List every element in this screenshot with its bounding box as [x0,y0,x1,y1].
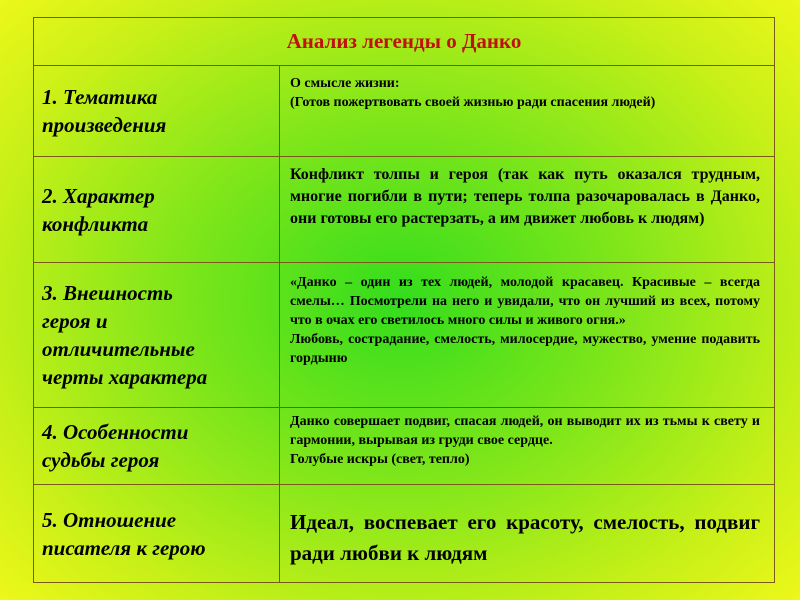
row-content-line: Данко совершает подвиг, спасая людей, он выводит их из тьмы к свету и гармонии, вырывая из груди свое сердце. [290,414,760,448]
table-row [34,485,774,582]
row-label: 3. Внешность героя и отличительные черты характера [42,281,208,389]
row-label-cell [34,408,280,484]
table-row [34,157,774,263]
row-content-line: О смысле жизни: [290,76,400,91]
row-content-cell [280,157,774,262]
row-content-line: «Данко – один из тех людей, молодой красавец. Красивые – всегда смелы… Посмотрели на него и увидали, что он лучший из всех, потому что в очах его светилось много силы и живого огня.» [290,275,760,328]
row-content-cell [280,485,774,582]
row-label: 2. Характер конфликта [42,183,155,236]
table-row [34,66,774,157]
table-row [34,408,774,485]
table-title-row [34,18,774,66]
row-label: 4. Особенности судьбы героя [42,420,189,472]
row-label: 1. Тематика произведения [42,85,167,137]
row-label: 5. Отношение писателя к герою [42,507,206,560]
row-content-line: Голубые искры (свет, тепло) [290,452,470,467]
row-content-line: (Готов пожертвовать своей жизнью ради спасения людей) [290,95,656,110]
row-content-cell [280,263,774,407]
row-label-cell [34,66,280,156]
row-content-line: Любовь, сострадание, смелость, милосердие, мужество, умение подавить гордыню [290,332,760,366]
row-content-cell [280,66,774,156]
table-row [34,263,774,408]
table-title: Анализ легенды о Данко [286,29,522,53]
row-content-cell [280,408,774,484]
row-label-cell [34,263,280,407]
row-content-line: Идеал, воспевает его красоту, смелость, подвиг ради любви к людям [290,510,760,565]
row-label-cell [34,157,280,262]
row-label-cell [34,485,280,582]
analysis-table [33,17,775,583]
row-content-line: Конфликт толпы и героя (так как путь оказался трудным, многие погибли в пути; теперь толпа разочаровалась в Данко, они готовы его растерзать, а им движет любовь к людям) [290,166,760,227]
